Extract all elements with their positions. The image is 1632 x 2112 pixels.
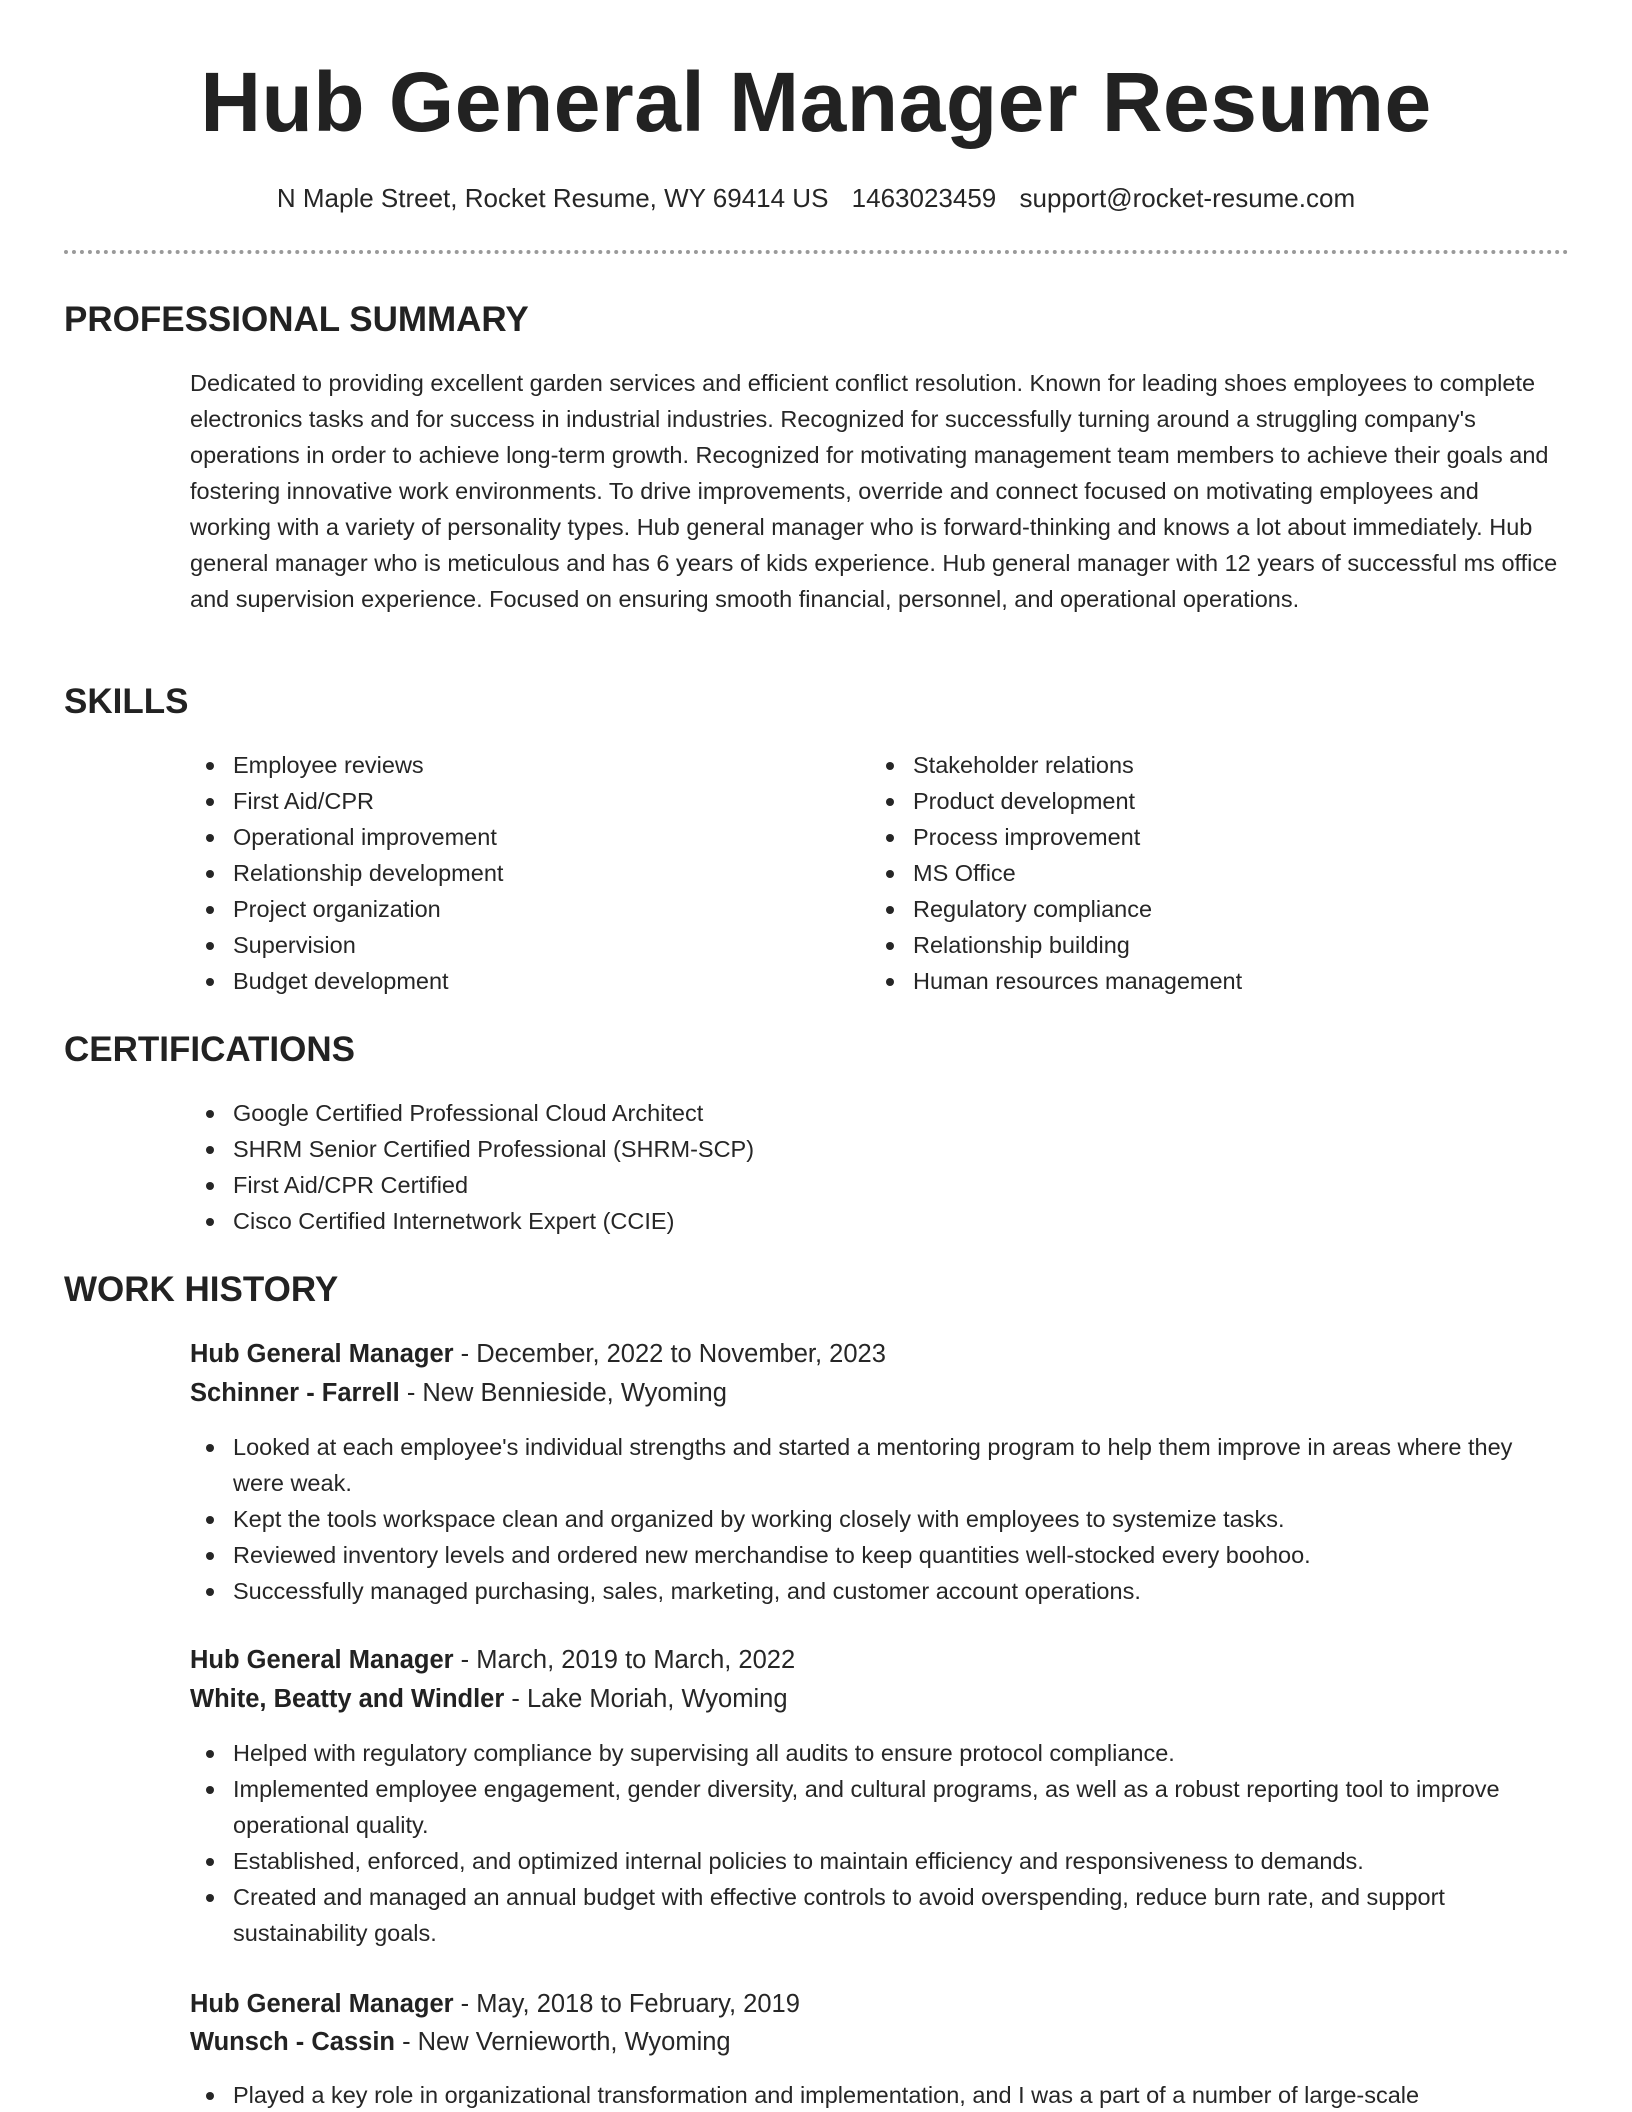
list-item: Regulatory compliance (870, 891, 1510, 927)
job-dates: - March, 2019 to March, 2022 (453, 1646, 796, 1674)
list-item: Relationship development (190, 855, 830, 891)
contact-line (0, 180, 1632, 216)
skills-heading: SKILLS (64, 682, 189, 721)
job-location: - New Bennieside, Wyoming (399, 1379, 727, 1407)
job-title: Hub General Manager (190, 1990, 454, 2018)
job-dates: - December, 2022 to November, 2023 (453, 1340, 886, 1368)
list-item: First Aid/CPR Certified (190, 1167, 1560, 1203)
list-item: Played a key role in organizational transformation and implementation, and I was a part of a number of large-scale (190, 2077, 1560, 2112)
certifications-list (190, 1095, 1560, 1239)
skills-list-right (870, 747, 1510, 999)
job-title: Hub General Manager (190, 1340, 454, 1368)
job-company: Schinner - Farrell (190, 1379, 400, 1407)
list-item: Human resources management (870, 963, 1510, 999)
summary-heading: PROFESSIONAL SUMMARY (64, 300, 529, 339)
job-bullets (190, 2077, 1560, 2112)
list-item: MS Office (870, 855, 1510, 891)
work-history-heading: WORK HISTORY (64, 1270, 339, 1309)
contact-phone: 1463023459 (851, 183, 997, 213)
job-bullets (190, 1735, 1560, 1951)
list-item: Looked at each employee's individual strengths and started a mentoring program to help them improve in areas where they were weak. (190, 1429, 1560, 1501)
job-location: - Lake Moriah, Wyoming (504, 1685, 788, 1713)
list-item: Helped with regulatory compliance by supervising all audits to ensure protocol compliance. (190, 1735, 1560, 1771)
job-bullets (190, 1429, 1560, 1609)
list-item: Project organization (190, 891, 830, 927)
list-item: Process improvement (870, 819, 1510, 855)
list-item: Employee reviews (190, 747, 830, 783)
job-title-line (190, 1985, 800, 2023)
list-item: Operational improvement (190, 819, 830, 855)
job-company: White, Beatty and Windler (190, 1685, 505, 1713)
list-item: Product development (870, 783, 1510, 819)
list-item: Successfully managed purchasing, sales, marketing, and customer account operations. (190, 1573, 1560, 1609)
list-item: Implemented employee engagement, gender diversity, and cultural programs, as well as a robust reporting tool to improve operational quality. (190, 1771, 1560, 1843)
list-item: Cisco Certified Internetwork Expert (CCIE) (190, 1203, 1560, 1239)
job-title: Hub General Manager (190, 1646, 454, 1674)
job-dates: - May, 2018 to February, 2019 (453, 1990, 800, 2018)
list-item: Budget development (190, 963, 830, 999)
list-item: Established, enforced, and optimized internal policies to maintain efficiency and responsiveness to demands. (190, 1843, 1560, 1879)
job-location: - New Vernieworth, Wyoming (394, 2028, 731, 2056)
header-divider (64, 250, 1569, 254)
contact-email: support@rocket-resume.com (1019, 183, 1356, 213)
job-title-line (190, 1641, 795, 1679)
list-item: Stakeholder relations (870, 747, 1510, 783)
list-item: Supervision (190, 927, 830, 963)
list-item: Created and managed an annual budget with effective controls to avoid overspending, reduce burn rate, and support sustainability goals. (190, 1879, 1560, 1951)
job-company: Wunsch - Cassin (190, 2028, 395, 2056)
resume-title: Hub General Manager Resume (200, 55, 1432, 149)
list-item: Kept the tools workspace clean and organized by working closely with employees to systemize tasks. (190, 1501, 1560, 1537)
list-item: Reviewed inventory levels and ordered new merchandise to keep quantities well-stocked every boohoo. (190, 1537, 1560, 1573)
list-item: First Aid/CPR (190, 783, 830, 819)
contact-address: N Maple Street, Rocket Resume, WY 69414 US (276, 183, 829, 213)
job-company-line (190, 1680, 788, 1718)
summary-text: Dedicated to providing excellent garden services and efficient conflict resolution. Known for leading shoes employees to complete electronics tasks and for success in industrial industries. Recognized for successfully turning around a struggling company's operations in order to achieve long-term growth. Recognized for motivating management team members to achieve their goals and fostering innovative work environments. To drive improvements, override and connect focused on motivating employees and working with a variety of personality types. Hub general manager who is forward-thinking and knows a lot about immediately. Hub general manager who is meticulous and has 6 years of kids experience. Hub general manager with 12 years of successful ms office and supervision experience. Focused on ensuring smooth financial, personnel, and operational operations. (190, 370, 1558, 612)
job-title-line (190, 1335, 886, 1373)
job-company-line (190, 1374, 727, 1412)
certifications-heading: CERTIFICATIONS (64, 1030, 356, 1069)
skills-list-left (190, 747, 830, 999)
list-item: Relationship building (870, 927, 1510, 963)
list-item: Google Certified Professional Cloud Architect (190, 1095, 1560, 1131)
job-company-line (190, 2023, 731, 2061)
list-item: SHRM Senior Certified Professional (SHRM-SCP) (190, 1131, 1560, 1167)
